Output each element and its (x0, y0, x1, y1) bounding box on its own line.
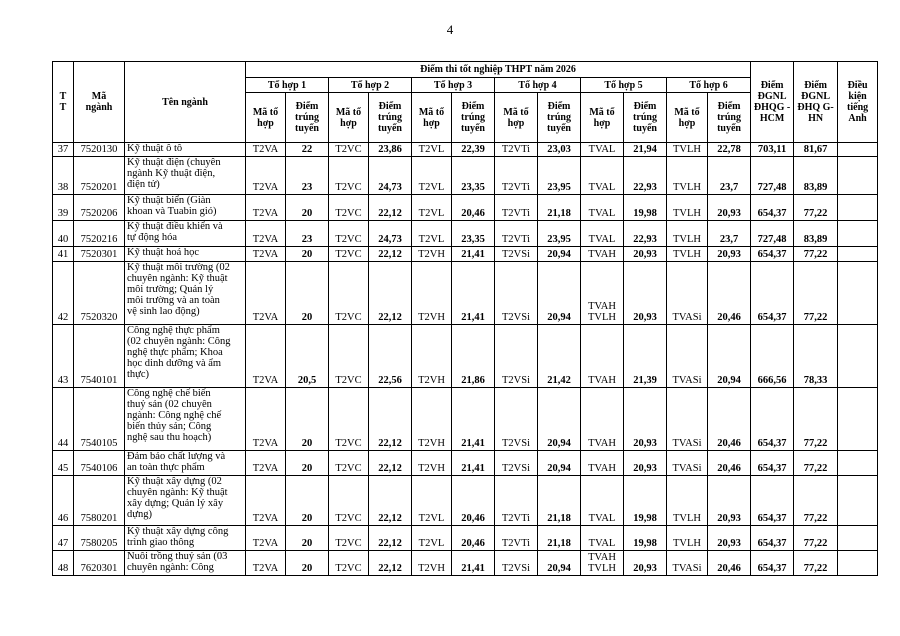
combo-code: T2VH (412, 451, 452, 476)
combo-code: T2VA (246, 388, 286, 451)
combo-code: T2VC (329, 388, 369, 451)
major-name: Công nghệ thực phẩm (02 chuyên ngành: Công nghệ thực phẩm; Khoa học dinh dưỡng và ẩm thực) (125, 325, 246, 388)
combo-code: TVASi (667, 451, 708, 476)
header-combo-code: Mã tổ hợp (667, 93, 708, 143)
header-major-code: Mã ngành (74, 62, 125, 143)
major-name: Đảm bảo chất lượng và an toàn thực phẩm (125, 451, 246, 476)
dgnl-hn-score: 83,89 (794, 157, 838, 195)
combo-score: 21,94 (624, 143, 667, 157)
combo-code: T2VC (329, 526, 369, 551)
header-combo-code: Mã tổ hợp (412, 93, 452, 143)
combo-code: T2VSi (495, 451, 538, 476)
major-code: 7620301 (74, 551, 125, 576)
combo-score: 20,94 (538, 388, 581, 451)
combo-code: TVASi (667, 262, 708, 325)
combo-score: 22,93 (624, 221, 667, 247)
dgnl-hn-score: 77,22 (794, 247, 838, 262)
major-code: 7540106 (74, 451, 125, 476)
row-number: 42 (53, 262, 74, 325)
english-requirement (838, 551, 878, 576)
combo-code: T2VA (246, 526, 286, 551)
table-row (53, 451, 878, 476)
combo-code: T2VC (329, 143, 369, 157)
table-row (53, 157, 878, 195)
major-name: Kỹ thuật biển (Giàn khoan và Tuabin gió) (125, 195, 246, 221)
dgnl-hcm-score: 654,37 (751, 247, 794, 262)
combo-score: 22,12 (369, 388, 412, 451)
header-combo-code: Mã tổ hợp (329, 93, 369, 143)
combo-code: T2VA (246, 325, 286, 388)
combo-score: 20 (286, 388, 329, 451)
table-row (53, 476, 878, 526)
combo-code: T2VC (329, 551, 369, 576)
english-requirement (838, 143, 878, 157)
header-combo-2: Tổ hợp 2 (329, 78, 412, 93)
major-name: Công nghệ chế biến thuỷ sản (02 chuyên ngành: Công nghệ chế biến thủy sản; Công nghệ sau thu hoạch) (125, 388, 246, 451)
combo-score: 22,12 (369, 262, 412, 325)
combo-code: T2VL (412, 526, 452, 551)
dgnl-hcm-score: 703,11 (751, 143, 794, 157)
combo-score: 20 (286, 451, 329, 476)
combo-code: T2VL (412, 143, 452, 157)
combo-code: T2VSi (495, 551, 538, 576)
dgnl-hcm-score: 666,56 (751, 325, 794, 388)
major-code: 7540101 (74, 325, 125, 388)
combo-score: 23 (286, 221, 329, 247)
combo-score: 22 (286, 143, 329, 157)
combo-code: TVAL (581, 526, 624, 551)
combo-score: 20,46 (708, 388, 751, 451)
major-name: Kỹ thuật xây dựng (02 chuyên ngành: Kỹ thuật xây dựng; Quản lý xây dựng) (125, 476, 246, 526)
english-requirement (838, 262, 878, 325)
combo-code: T2VA (246, 221, 286, 247)
dgnl-hcm-score: 727,48 (751, 157, 794, 195)
combo-code: T2VTi (495, 195, 538, 221)
row-number: 46 (53, 476, 74, 526)
combo-score: 22,12 (369, 526, 412, 551)
combo-code: TVAH (581, 325, 624, 388)
major-name: Kỹ thuật môi trường (02 chuyên ngành: Kỹ thuật môi trường; Quản lý môi trường và an toàn vệ sinh lao động) (125, 262, 246, 325)
table-row (53, 388, 878, 451)
major-code: 7520301 (74, 247, 125, 262)
combo-score: 22,93 (624, 157, 667, 195)
combo-score: 22,56 (369, 325, 412, 388)
combo-score: 20,46 (708, 551, 751, 576)
combo-code: T2VC (329, 262, 369, 325)
dgnl-hcm-score: 654,37 (751, 451, 794, 476)
dgnl-hcm-score: 654,37 (751, 476, 794, 526)
combo-code: TVAL (581, 476, 624, 526)
combo-score: 20,94 (708, 325, 751, 388)
combo-score: 20,93 (708, 476, 751, 526)
combo-score: 19,98 (624, 526, 667, 551)
table-row (53, 526, 878, 551)
combo-code: T2VSi (495, 247, 538, 262)
row-number: 44 (53, 388, 74, 451)
combo-score: 20,93 (624, 551, 667, 576)
combo-code: TVAH (581, 247, 624, 262)
combo-score: 22,12 (369, 247, 412, 262)
combo-code: TVLH (667, 476, 708, 526)
combo-score: 23,7 (708, 157, 751, 195)
dgnl-hcm-score: 654,37 (751, 262, 794, 325)
english-requirement (838, 195, 878, 221)
header-thpt-score-group: Điểm thi tốt nghiệp THPT năm 2026 (246, 62, 751, 78)
row-number: 39 (53, 195, 74, 221)
combo-score: 20 (286, 247, 329, 262)
combo-score: 22,78 (708, 143, 751, 157)
english-requirement (838, 221, 878, 247)
combo-code: T2VA (246, 247, 286, 262)
major-code: 7520206 (74, 195, 125, 221)
dgnl-hn-score: 83,89 (794, 221, 838, 247)
english-requirement (838, 157, 878, 195)
major-name: Nuôi trồng thuỷ sản (03 chuyên ngành: Công (125, 551, 246, 576)
row-number: 41 (53, 247, 74, 262)
combo-code: T2VA (246, 157, 286, 195)
combo-score: 20,46 (708, 262, 751, 325)
combo-code: T2VC (329, 157, 369, 195)
combo-code: T2VTi (495, 526, 538, 551)
row-number: 45 (53, 451, 74, 476)
header-combo-score: Điểm trúng tuyển (452, 93, 495, 143)
combo-score: 22,12 (369, 476, 412, 526)
row-number: 38 (53, 157, 74, 195)
english-requirement (838, 451, 878, 476)
combo-code: T2VA (246, 143, 286, 157)
combo-score: 22,12 (369, 195, 412, 221)
combo-code: TVLH (667, 526, 708, 551)
major-name: Kỹ thuật xây dựng công trình giao thông (125, 526, 246, 551)
combo-code: T2VA (246, 451, 286, 476)
combo-code: T2VC (329, 325, 369, 388)
english-requirement (838, 526, 878, 551)
combo-code: T2VH (412, 247, 452, 262)
combo-code: TVAL (581, 157, 624, 195)
header-combo-score: Điểm trúng tuyển (538, 93, 581, 143)
combo-score: 21,39 (624, 325, 667, 388)
combo-score: 21,18 (538, 526, 581, 551)
combo-code: TVLH (667, 143, 708, 157)
combo-code: T2VA (246, 262, 286, 325)
header-combo-score: Điểm trúng tuyển (369, 93, 412, 143)
combo-score: 20,93 (708, 195, 751, 221)
dgnl-hn-score: 77,22 (794, 451, 838, 476)
combo-score: 19,98 (624, 195, 667, 221)
header-combo-score: Điểm trúng tuyển (708, 93, 751, 143)
combo-score: 20,93 (624, 262, 667, 325)
english-requirement (838, 476, 878, 526)
major-code: 7520320 (74, 262, 125, 325)
combo-score: 22,39 (452, 143, 495, 157)
table-row (53, 262, 878, 325)
combo-code: T2VH (412, 388, 452, 451)
combo-code: T2VTi (495, 157, 538, 195)
combo-score: 20,93 (708, 526, 751, 551)
combo-score: 20 (286, 526, 329, 551)
combo-score: 21,41 (452, 551, 495, 576)
combo-code: TVAL (581, 221, 624, 247)
combo-score: 23,35 (452, 221, 495, 247)
row-number: 43 (53, 325, 74, 388)
major-code: 7580205 (74, 526, 125, 551)
major-code: 7520216 (74, 221, 125, 247)
combo-score: 22,12 (369, 551, 412, 576)
combo-score: 20,5 (286, 325, 329, 388)
combo-code: T2VL (412, 195, 452, 221)
header-combo-5: Tổ hợp 5 (581, 78, 667, 93)
combo-code: T2VC (329, 247, 369, 262)
header-combo-code: Mã tổ hợp (246, 93, 286, 143)
combo-score: 20 (286, 195, 329, 221)
major-name: Kỹ thuật điều khiển và tự động hóa (125, 221, 246, 247)
combo-code: TVASi (667, 551, 708, 576)
combo-code: T2VSi (495, 325, 538, 388)
combo-code: T2VC (329, 476, 369, 526)
dgnl-hn-score: 77,22 (794, 195, 838, 221)
header-combo-code: Mã tổ hợp (495, 93, 538, 143)
english-requirement (838, 247, 878, 262)
combo-code: T2VL (412, 157, 452, 195)
dgnl-hn-score: 77,22 (794, 476, 838, 526)
combo-score: 24,73 (369, 221, 412, 247)
combo-code: T2VL (412, 221, 452, 247)
combo-code: TVAL (581, 143, 624, 157)
table-row (53, 143, 878, 157)
table-row (53, 247, 878, 262)
combo-score: 20,46 (452, 195, 495, 221)
header-combo-code: Mã tổ hợp (581, 93, 624, 143)
header-english-requirement: Điều kiện tiếng Anh (838, 62, 878, 143)
major-code: 7540105 (74, 388, 125, 451)
header-combo-1: Tổ hợp 1 (246, 78, 329, 93)
major-code: 7520201 (74, 157, 125, 195)
table-row (53, 551, 878, 576)
major-name: Kỹ thuật ô tô (125, 143, 246, 157)
combo-code: TVASi (667, 325, 708, 388)
combo-code: TVAH TVLH (581, 262, 624, 325)
combo-score: 21,41 (452, 262, 495, 325)
combo-score: 24,73 (369, 157, 412, 195)
dgnl-hn-score: 77,22 (794, 262, 838, 325)
combo-score: 21,41 (452, 247, 495, 262)
combo-score: 21,42 (538, 325, 581, 388)
combo-code: TVLH (667, 247, 708, 262)
combo-code: T2VTi (495, 221, 538, 247)
combo-score: 20 (286, 476, 329, 526)
combo-score: 23 (286, 157, 329, 195)
row-number: 48 (53, 551, 74, 576)
combo-code: T2VH (412, 262, 452, 325)
combo-score: 21,41 (452, 451, 495, 476)
dgnl-hcm-score: 654,37 (751, 551, 794, 576)
header-combo-score: Điểm trúng tuyển (286, 93, 329, 143)
combo-code: TVASi (667, 388, 708, 451)
combo-code: T2VH (412, 325, 452, 388)
combo-code: T2VTi (495, 143, 538, 157)
dgnl-hn-score: 77,22 (794, 526, 838, 551)
combo-score: 20,93 (624, 388, 667, 451)
header-combo-6: Tổ hợp 6 (667, 78, 751, 93)
combo-code: TVAH TVLH (581, 551, 624, 576)
dgnl-hcm-score: 654,37 (751, 195, 794, 221)
page-number: 4 (446, 22, 454, 37)
combo-code: T2VH (412, 551, 452, 576)
major-code: 7520130 (74, 143, 125, 157)
combo-score: 20 (286, 262, 329, 325)
combo-score: 20 (286, 551, 329, 576)
header-tt: T T (53, 62, 74, 143)
combo-score: 21,18 (538, 476, 581, 526)
major-code: 7580201 (74, 476, 125, 526)
combo-score: 20,46 (452, 526, 495, 551)
combo-score: 20,94 (538, 262, 581, 325)
dgnl-hcm-score: 654,37 (751, 388, 794, 451)
combo-score: 19,98 (624, 476, 667, 526)
combo-score: 21,86 (452, 325, 495, 388)
combo-code: TVAL (581, 195, 624, 221)
combo-code: T2VC (329, 195, 369, 221)
combo-code: TVLH (667, 195, 708, 221)
combo-score: 23,95 (538, 157, 581, 195)
admission-score-table (52, 61, 878, 576)
header-dgnl-hcm: Điểm ĐGNL ĐHQG -HCM (751, 62, 794, 143)
header-dgnl-hn: Điểm ĐGNL ĐHQ G-HN (794, 62, 838, 143)
combo-code: TVAH (581, 388, 624, 451)
combo-score: 23,86 (369, 143, 412, 157)
combo-score: 20,93 (624, 451, 667, 476)
combo-score: 23,95 (538, 221, 581, 247)
dgnl-hcm-score: 727,48 (751, 221, 794, 247)
dgnl-hn-score: 78,33 (794, 325, 838, 388)
row-number: 37 (53, 143, 74, 157)
major-name: Kỹ thuật điện (chuyên ngành Kỹ thuật điện, điện tử) (125, 157, 246, 195)
combo-score: 21,18 (538, 195, 581, 221)
combo-score: 20,93 (708, 247, 751, 262)
combo-code: TVLH (667, 157, 708, 195)
combo-code: T2VSi (495, 262, 538, 325)
combo-code: TVAH (581, 451, 624, 476)
combo-code: T2VSi (495, 388, 538, 451)
dgnl-hn-score: 77,22 (794, 388, 838, 451)
english-requirement (838, 388, 878, 451)
combo-code: TVLH (667, 221, 708, 247)
dgnl-hcm-score: 654,37 (751, 526, 794, 551)
row-number: 40 (53, 221, 74, 247)
header-combo-3: Tổ hợp 3 (412, 78, 495, 93)
row-number: 47 (53, 526, 74, 551)
header-major-name: Tên ngành (125, 62, 246, 143)
combo-score: 23,7 (708, 221, 751, 247)
combo-code: T2VC (329, 221, 369, 247)
combo-code: T2VA (246, 551, 286, 576)
combo-code: T2VC (329, 451, 369, 476)
table-row (53, 221, 878, 247)
combo-code: T2VTi (495, 476, 538, 526)
dgnl-hn-score: 81,67 (794, 143, 838, 157)
combo-score: 20,94 (538, 551, 581, 576)
english-requirement (838, 325, 878, 388)
combo-code: T2VA (246, 476, 286, 526)
table-row (53, 195, 878, 221)
combo-code: T2VL (412, 476, 452, 526)
combo-score: 23,03 (538, 143, 581, 157)
combo-score: 23,35 (452, 157, 495, 195)
combo-score: 20,94 (538, 451, 581, 476)
combo-score: 21,41 (452, 388, 495, 451)
combo-score: 20,46 (452, 476, 495, 526)
major-name: Kỹ thuật hoá học (125, 247, 246, 262)
combo-score: 20,94 (538, 247, 581, 262)
combo-score: 22,12 (369, 451, 412, 476)
combo-code: T2VA (246, 195, 286, 221)
combo-score: 20,93 (624, 247, 667, 262)
combo-score: 20,46 (708, 451, 751, 476)
table-row (53, 325, 878, 388)
header-combo-4: Tổ hợp 4 (495, 78, 581, 93)
header-combo-score: Điểm trúng tuyển (624, 93, 667, 143)
dgnl-hn-score: 77,22 (794, 551, 838, 576)
